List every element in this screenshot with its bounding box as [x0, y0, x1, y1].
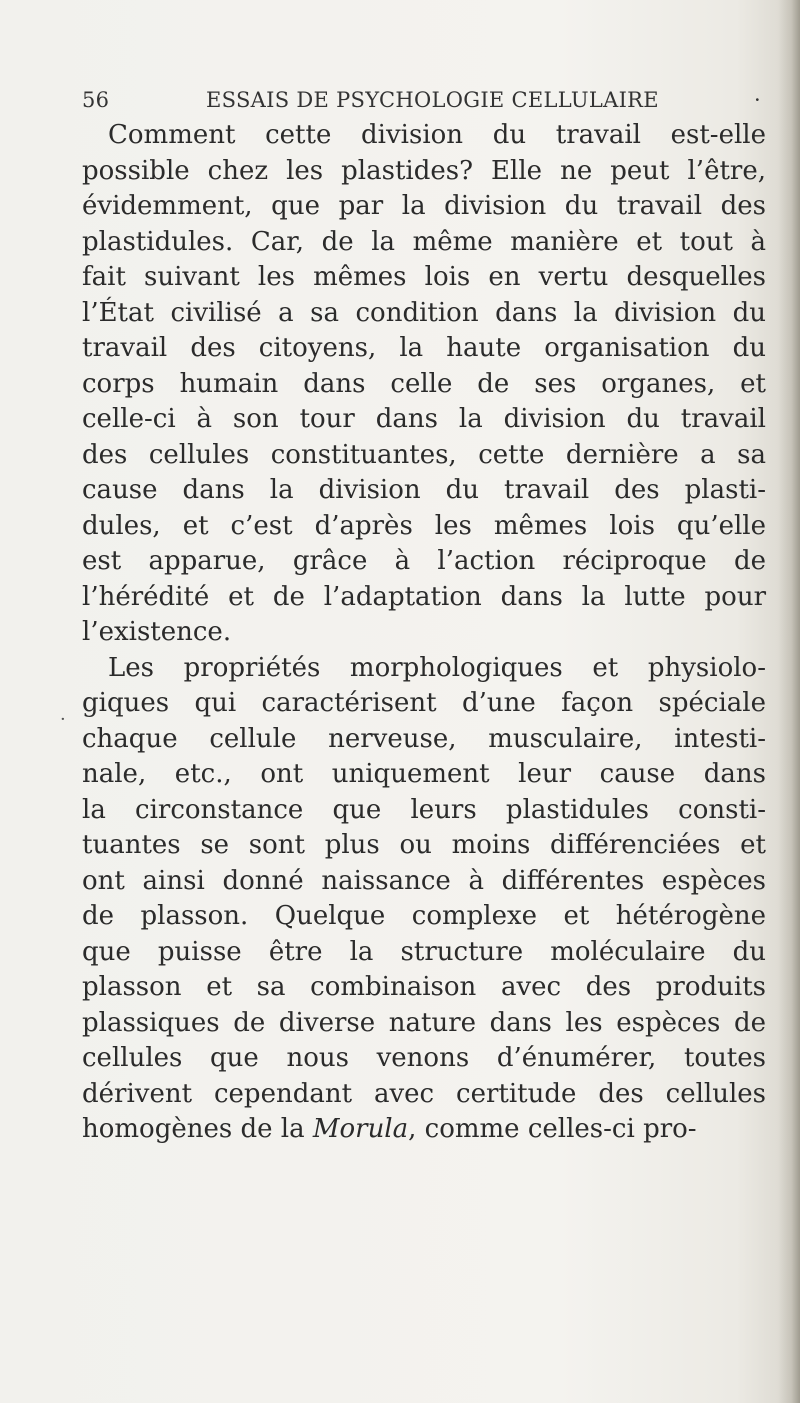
- body-text: [82, 118, 766, 1148]
- text-line: tuantes se sont plus ou moins différenciées et: [82, 830, 766, 860]
- text-line: dérivent cependant avec certitude des cellules: [82, 1078, 766, 1109]
- text-line: l’existence.: [82, 617, 232, 647]
- final-line-start: homogènes de la: [82, 1114, 313, 1144]
- text-line: la circonstance que leurs plastidules consti-: [82, 794, 766, 825]
- text-line: Les propriétés morphologiques et physiolo-: [108, 652, 766, 683]
- text-line: l’État civilisé a sa condition dans la division du: [82, 297, 766, 328]
- text-line: travail des citoyens, la haute organisation du: [82, 333, 766, 363]
- text-line: cellules que nous venons d’énumérer, toutes: [82, 1043, 766, 1073]
- running-title: ESSAIS DE PSYCHOLOGIE CELLULAIRE: [206, 88, 659, 112]
- text-line: corps humain dans celle de ses organes, et: [82, 368, 766, 399]
- text-line: possible chez les plastides? Elle ne peut l’être,: [82, 155, 766, 186]
- page-number: 56: [82, 88, 110, 112]
- text-line: plastidules. Car, de la même manière et tout à: [82, 226, 766, 257]
- text-line: dules, et c’est d’après les mêmes lois qu’elle: [82, 510, 766, 541]
- final-line-end: , comme celles-ci pro-: [408, 1114, 697, 1144]
- text-line: chaque cellule nerveuse, musculaire, intesti-: [82, 723, 766, 754]
- header-ornament: ·: [754, 88, 761, 112]
- text-line: nale, etc., ont uniquement leur cause dans: [82, 759, 766, 789]
- text-line: Comment cette division du travail est-elle: [108, 120, 766, 150]
- text-line: fait suivant les mêmes lois en vertu desquelles: [82, 262, 766, 292]
- text-line-final: [82, 1112, 766, 1148]
- text-line: est apparue, grâce à l’action réciproque de: [82, 546, 766, 576]
- text-line: l’hérédité et de l’adaptation dans la lutte pour: [82, 581, 766, 612]
- text-line: giques qui caractérisent d’une façon spéciale: [82, 688, 766, 718]
- margin-mark: ·: [60, 709, 66, 730]
- text-line: plassiques de diverse nature dans les espèces de: [82, 1007, 766, 1038]
- text-line: des cellules constituantes, cette dernière a sa: [82, 439, 766, 470]
- text-line: plasson et sa combinaison avec des produits: [82, 972, 766, 1002]
- text-line: celle-ci à son tour dans la division du travail: [82, 404, 766, 434]
- italic-term: Morula: [312, 1114, 409, 1144]
- text-line: que puisse être la structure moléculaire du: [82, 936, 766, 967]
- text-line: ont ainsi donné naissance à différentes espèces: [82, 865, 766, 896]
- page-edge-shadow: [778, 0, 800, 1403]
- text-line: évidemment, que par la division du travail des: [82, 191, 766, 221]
- page-header: [82, 88, 761, 118]
- text-line: de plasson. Quelque complexe et hétérogène: [82, 901, 766, 931]
- text-line: cause dans la division du travail des plasti-: [82, 475, 766, 505]
